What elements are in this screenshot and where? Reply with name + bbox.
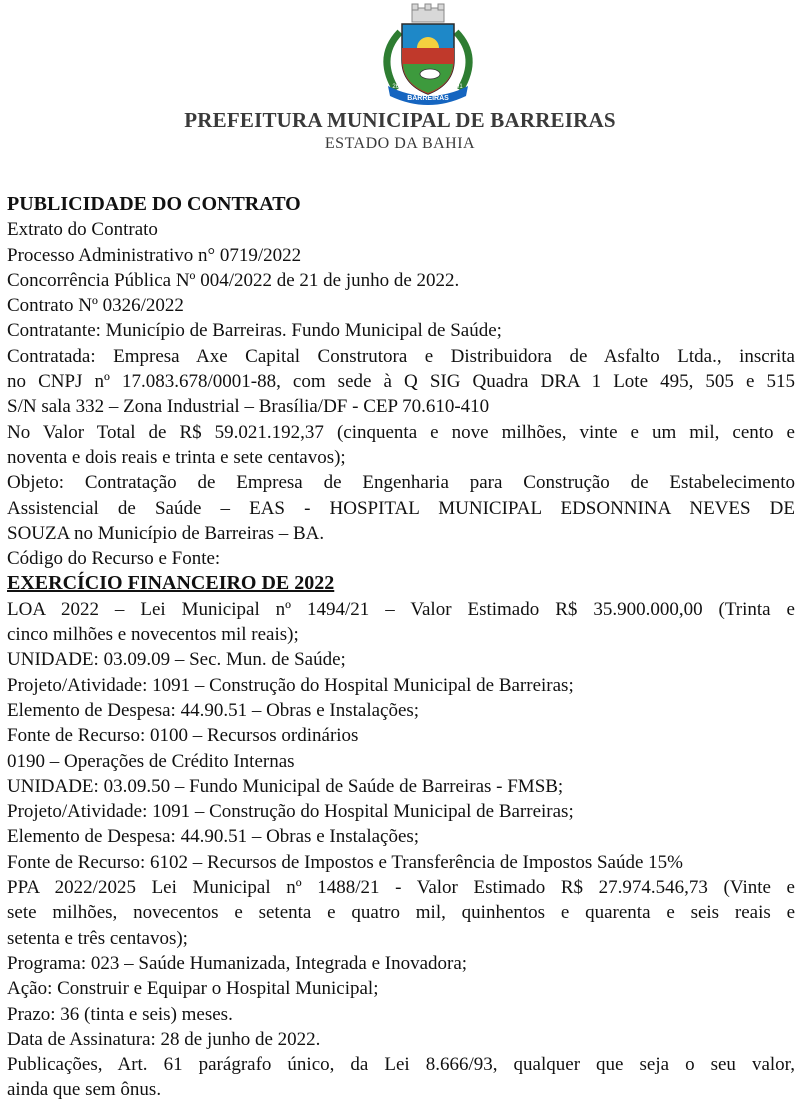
text-line-codigo-recurso: Código do Recurso e Fonte: [7,548,221,570]
text-line-fonte-1: Fonte de Recurso: 0100 – Recursos ordinários [7,725,359,747]
paragraph-line: setenta e três centavos); [7,927,188,949]
municipality-title: PREFEITURA MUNICIPAL DE BARREIRAS [184,108,616,132]
paragraph-line: Publicações, Art. 61 parágrafo único, da Lei 8.666/93, qualquer que seja o seu valor, [7,1054,795,1076]
text-line-processo: Processo Administrativo n° 0719/2022 [7,244,302,266]
text-line-fonte-2: Fonte de Recurso: 6102 – Recursos de Impostos e Transferência de Impostos Saúde 15% [7,851,683,873]
text-line-projeto-2: Projeto/Atividade: 1091 – Construção do Hospital Municipal de Barreiras; [7,801,574,823]
municipal-coat-of-arms [366,2,490,106]
text-line-programa: Programa: 023 – Saúde Humanizada, Integrada e Inovadora; [7,952,468,974]
text-line-extrato: Extrato do Contrato [7,219,158,241]
text-line-concorrencia: Concorrência Pública Nº 004/2022 de 21 de junho de 2022. [7,269,460,291]
paragraph-contratada [7,344,795,420]
paragraph-line: noventa e dois reais e trinta e sete centavos); [7,446,346,468]
text-line-elemento-2: Elemento de Despesa: 44.90.51 – Obras e Instalações; [7,826,420,848]
contract-publication-body [7,192,795,1103]
paragraph-line: no CNPJ nº 17.083.678/0001-88, com sede à Q SIG Quadra DRA 1 Lote 495, 505 e 515 [7,371,795,393]
paragraph-line: cinco milhões e novecentos mil reais); [7,624,299,646]
text-line-operacoes: 0190 – Operações de Crédito Internas [7,750,295,772]
paragraph-line: SOUZA no Município de Barreiras – BA. [7,522,325,544]
text-line-contrato: Contrato Nº 0326/2022 [7,295,184,317]
paragraph-ppa [7,875,795,951]
crest-date-left: 26-05 [392,84,408,90]
text-line-elemento-1: Elemento de Despesa: 44.90.51 – Obras e Instalações; [7,699,420,721]
paragraph-line: Contratada: Empresa Axe Capital Construtora e Distribuidora de Asfalto Ltda., inscrita [7,345,795,367]
text-line-unidade-1: UNIDADE: 03.09.09 – Sec. Mun. de Saúde; [7,649,346,671]
paragraph-line: Assistencial de Saúde – EAS - HOSPITAL MUNICIPAL EDSONNINA NEVES DE [7,497,795,519]
paragraph-line: S/N sala 332 – Zona Industrial – Brasília/DF - CEP 70.610-410 [7,396,490,418]
paragraph-loa [7,597,795,648]
crest-ribbon-text: BARREIRAS [407,95,449,102]
paragraph-line: PPA 2022/2025 Lei Municipal nº 1488/21 - Valor Estimado R$ 27.974.546,73 (Vinte e [7,877,795,899]
paragraph-line: No Valor Total de R$ 59.021.192,37 (cinquenta e nove milhões, vinte e um mil, cento e [7,421,795,443]
state-subtitle: ESTADO DA BAHIA [324,135,476,152]
paragraph-objeto [7,470,795,546]
paragraph-line: sete milhões, novecentos e setenta e quatro mil, quinhentos e quarenta e seis reais e [7,902,795,924]
text-line-projeto-1: Projeto/Atividade: 1091 – Construção do Hospital Municipal de Barreiras; [7,674,574,696]
text-line-contratante: Contratante: Município de Barreiras. Fundo Municipal de Saúde; [7,320,502,342]
text-line-acao: Ação: Construir e Equipar o Hospital Municipal; [7,978,379,1000]
document-heading: PUBLICIDADE DO CONTRATO [7,193,301,215]
paragraph-line: Objeto: Contratação de Empresa de Engenharia para Construção de Estabelecimento [7,472,795,494]
text-line-data-assinatura: Data de Assinatura: 28 de junho de 2022. [7,1028,321,1050]
paragraph-valor [7,420,795,471]
text-line-unidade-2: UNIDADE: 03.09.50 – Fundo Municipal de Saúde de Barreiras - FMSB; [7,775,564,797]
crest-date-right: 1891 [449,84,463,90]
paragraph-line: LOA 2022 – Lei Municipal nº 1494/21 – Valor Estimado R$ 35.900.000,00 (Trinta e [7,598,795,620]
exercicio-heading: EXERCÍCIO FINANCEIRO DE 2022 [7,572,335,595]
text-line-prazo: Prazo: 36 (tinta e seis) meses. [7,1003,233,1025]
paragraph-publicacoes [7,1052,795,1103]
paragraph-line: ainda que sem ônus. [7,1079,162,1101]
